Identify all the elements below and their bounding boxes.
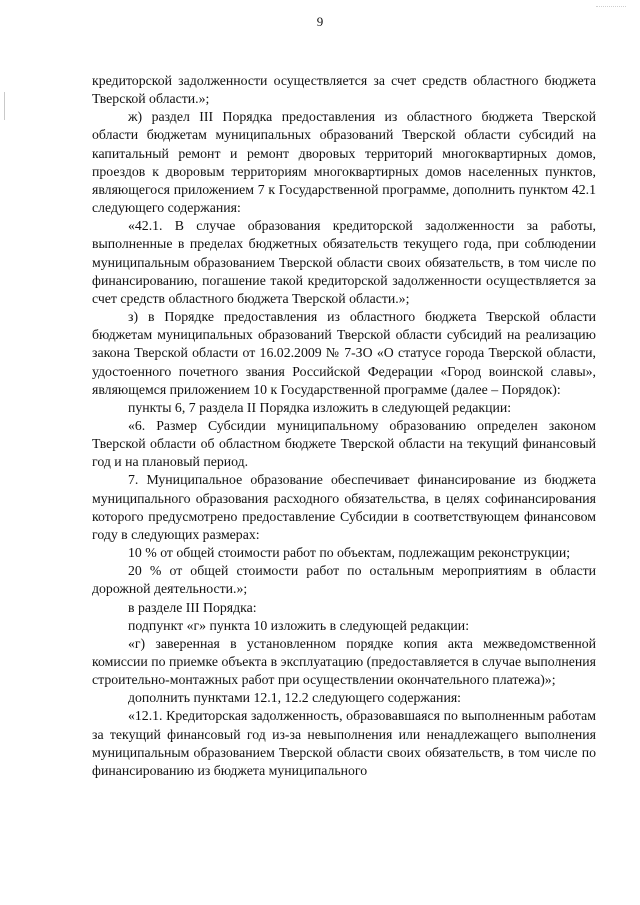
paragraph: «42.1. В случае образования кредиторской задолженности за работы, выполненные в пределах бюджетных обязательств текущего года, при соблюдении муниципальным образованием Тверской области своих обязательств, в том числе по финансированию, погашение такой кредиторской задолженности осуществляется за счет средств областного бюджета Тверской области.»;	[92, 218, 596, 306]
paragraph: кредиторской задолженности осуществляется за счет средств областного бюджета Тверской области.»;	[92, 73, 596, 107]
paragraph: 10 % от общей стоимости работ по объектам, подлежащим реконструкции;	[128, 545, 571, 561]
paragraph: пункты 6, 7 раздела II Порядка изложить в следующей редакции:	[128, 399, 512, 415]
paragraph: з) в Порядке предоставления из областного бюджета Тверской области бюджетам муниципальных образований Тверской области субсидий на реализацию закона Тверской области от 16.02.2009 № 7-ЗО «О статусе города Тверской области, удостоенного почетного звания Российской Федерации «Город воинской славы», являющемся приложением 10 к Государственной программе (далее – Порядок):	[92, 309, 596, 397]
document-body	[92, 72, 596, 780]
paragraph: подпункт «г» пункта 10 изложить в следующей редакции:	[128, 617, 470, 633]
scan-margin-mark	[4, 92, 5, 120]
page-number: 9	[316, 14, 324, 29]
paragraph: «12.1. Кредиторская задолженность, образовавшаяся по выполненным работам за текущий финансовый год из-за невыполнения или ненадлежащего выполнения муниципальным образованием Тверской области своих обязательств, в том числе по финансированию из бюджета муниципального	[92, 708, 596, 778]
paragraph: дополнить пунктами 12.1, 12.2 следующего содержания:	[128, 690, 462, 706]
paragraph: в разделе III Порядка:	[128, 599, 257, 615]
paragraph: «г) заверенная в установленном порядке копия акта межведомственной комиссии по приемке объекта в эксплуатацию (предоставляется в случае выполнения строительно-монтажных работ при осуществлении окончательного платежа)»;	[92, 635, 596, 688]
paragraph: 20 % от общей стоимости работ по остальным мероприятиям в области дорожной деятельности.»;	[92, 563, 596, 597]
paragraph: «6. Размер Субсидии муниципальному образованию определен законом Тверской области об областном бюджете Тверской области на текущий финансовый год и на плановый период.	[92, 417, 596, 470]
paragraph: ж) раздел III Порядка предоставления из областного бюджета Тверской области бюджетам муниципальных образований Тверской области субсидий на капитальный ремонт и ремонт дворовых территорий многоквартирных домов, проездов к дворовым территориям многоквартирных домов населенных пунктов, являющегося приложением 7 к Государственной программе, дополнить пунктом 42.1 следующего содержания:	[92, 109, 596, 216]
paragraph: 7. Муниципальное образование обеспечивает финансирование из бюджета муниципального образования расходного обязательства, в целях софинансирования которого предусмотрено предоставление Субсидии в соответствующем финансовом году в следующих размерах:	[92, 472, 596, 542]
scan-corner-mark	[596, 6, 626, 9]
